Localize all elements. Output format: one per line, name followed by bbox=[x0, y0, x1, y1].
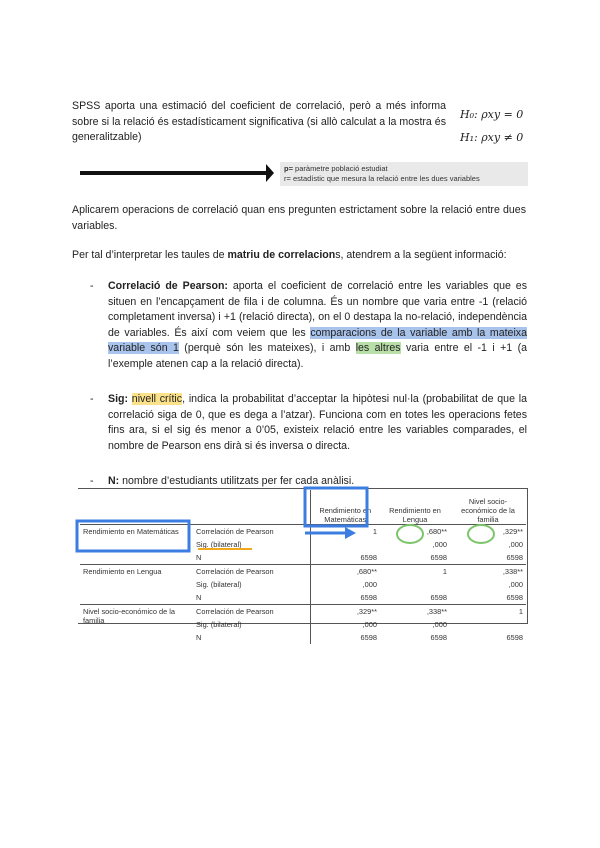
stat-label: N bbox=[193, 591, 310, 605]
cell-value: 6598 bbox=[310, 591, 380, 605]
circle-socio-value bbox=[468, 525, 494, 543]
hypothesis-alternative: H₁: ρxy ≠ 0 bbox=[460, 131, 524, 144]
list-dash: - bbox=[90, 393, 94, 405]
intro-paragraph: SPSS aporta una estimació del coeficient de correlació, però a més informa sobre si la relació és estadísticament significativa (si allò calculat a la mostra és generalitzable) bbox=[72, 100, 446, 143]
paragraph-apply: Aplicarem operacions de correlació quan ens pregunten estrictament sobre la relació entre dues variables. bbox=[72, 204, 526, 232]
cell-value: 6598 bbox=[310, 551, 380, 565]
cell-value: 6598 bbox=[380, 591, 450, 605]
legend-p-text: paràmetre població estudiat bbox=[292, 164, 388, 173]
stat-label: Correlación de Pearson bbox=[196, 606, 274, 616]
cell-value: ,000 bbox=[310, 618, 380, 631]
stat-label: N bbox=[196, 632, 202, 642]
cell-value: ,000 bbox=[508, 579, 523, 589]
stat-label: Correlación de Pearson bbox=[196, 566, 274, 576]
cell-value: ,000 bbox=[432, 539, 447, 549]
cell-value: 1 bbox=[442, 566, 447, 576]
interpret-pre: Per tal d’interpretar les taules de bbox=[72, 249, 228, 261]
legend-p-label: p= bbox=[284, 164, 293, 173]
cell-value: 6598 bbox=[450, 591, 526, 605]
n-label: N: bbox=[108, 475, 120, 487]
stat-label: Sig. (bilateral) bbox=[196, 619, 242, 629]
cell-value: 6598 bbox=[310, 631, 380, 644]
cell-value: 6598 bbox=[430, 632, 447, 642]
sig-text: , indica la probabilitat d’acceptar la hipòtesi nul·la (probabilitat de que la correlació siga de 0, que es dega a l’atzar). Funciona com en totes les operacions fetes fins ara, si el sig és menor a 0’05, existeix relació entre les variables comparades, el nombre de Pearson ens dirà si és inversa o directa. bbox=[108, 393, 527, 452]
list-dash: - bbox=[90, 280, 94, 292]
cell-value: ,338** bbox=[502, 566, 523, 576]
math-column-box bbox=[305, 488, 367, 526]
n-text: nombre d’estudiants utilitzats per fer cada anàlisi. bbox=[119, 475, 355, 487]
row-header-socio: Nivel socio-económico de la familia bbox=[80, 604, 193, 644]
interpret-post: s, atendrem a la següent informació: bbox=[335, 249, 507, 261]
sig-highlight: nivell crític bbox=[131, 393, 183, 405]
cell-value: ,329** bbox=[310, 604, 380, 618]
pearson-highlight-others: les altres bbox=[355, 342, 401, 354]
stat-label: Correlación de Pearson bbox=[196, 526, 274, 536]
row-header-lengua: Rendimiento en Lengua bbox=[80, 564, 193, 604]
col-header-math: Rendimiento en Matemáticas bbox=[310, 490, 380, 524]
cell-value: 1 bbox=[518, 606, 523, 616]
cell-value: ,329** bbox=[502, 526, 523, 536]
cell-value: 6598 bbox=[450, 551, 526, 565]
col-header-socio: Nivel socio-económico de la familia bbox=[450, 490, 526, 524]
cell-value: ,680** bbox=[310, 564, 380, 578]
pearson-text-1: aporta el coeficient de correlació entre les variables que es situen en l’encapçament de fila i de columna. És un nombre que varia entre -1 (relació completament inversa) i +1 (relació directa), on el 0 destapa la no-relació, independència de variables. És així com veiem que les bbox=[108, 280, 527, 339]
row-header-math: Rendimiento en Matemáticas bbox=[83, 526, 179, 536]
cell-value: ,338** bbox=[426, 606, 447, 616]
annotation-arrow-head bbox=[345, 527, 356, 539]
stat-label: Sig. (bilateral) bbox=[196, 579, 242, 589]
sig-label: Sig: bbox=[108, 393, 129, 405]
pearson-text-3: varia entre el -1 i +1 (a l’exemple atenen cap a la relació directa). bbox=[108, 342, 527, 370]
circle-lengua-value bbox=[397, 525, 423, 543]
cell-value: ,000 bbox=[310, 578, 380, 591]
cell-value: 6598 bbox=[380, 551, 450, 565]
col-header-lengua: Rendimiento en Lengua bbox=[380, 490, 450, 524]
hypothesis-null: H₀: ρxy = 0 bbox=[460, 108, 524, 121]
interpret-bold: matriu de correlacion bbox=[227, 249, 336, 261]
pearson-label: Correlació de Pearson: bbox=[108, 280, 228, 292]
cell-value: ,000 bbox=[508, 539, 523, 549]
stat-label: N bbox=[193, 551, 310, 565]
pearson-text-2: (perquè són les mateixes), i amb bbox=[178, 342, 356, 354]
list-dash: - bbox=[90, 475, 94, 487]
cell-value: 1 bbox=[310, 524, 380, 538]
legend-line-2: r= estadístic que mesura la relació entre les dues variables bbox=[284, 174, 480, 183]
cell-value: ,680** bbox=[426, 526, 447, 536]
cell-value: 6598 bbox=[506, 632, 523, 642]
math-row-box bbox=[77, 521, 189, 551]
pearson-highlight-same: comparacions de la variable amb la mateixa variable són 1 bbox=[108, 326, 527, 354]
stat-label: Sig. (bilateral) bbox=[196, 539, 242, 549]
cell-value: ,000 bbox=[432, 619, 447, 629]
